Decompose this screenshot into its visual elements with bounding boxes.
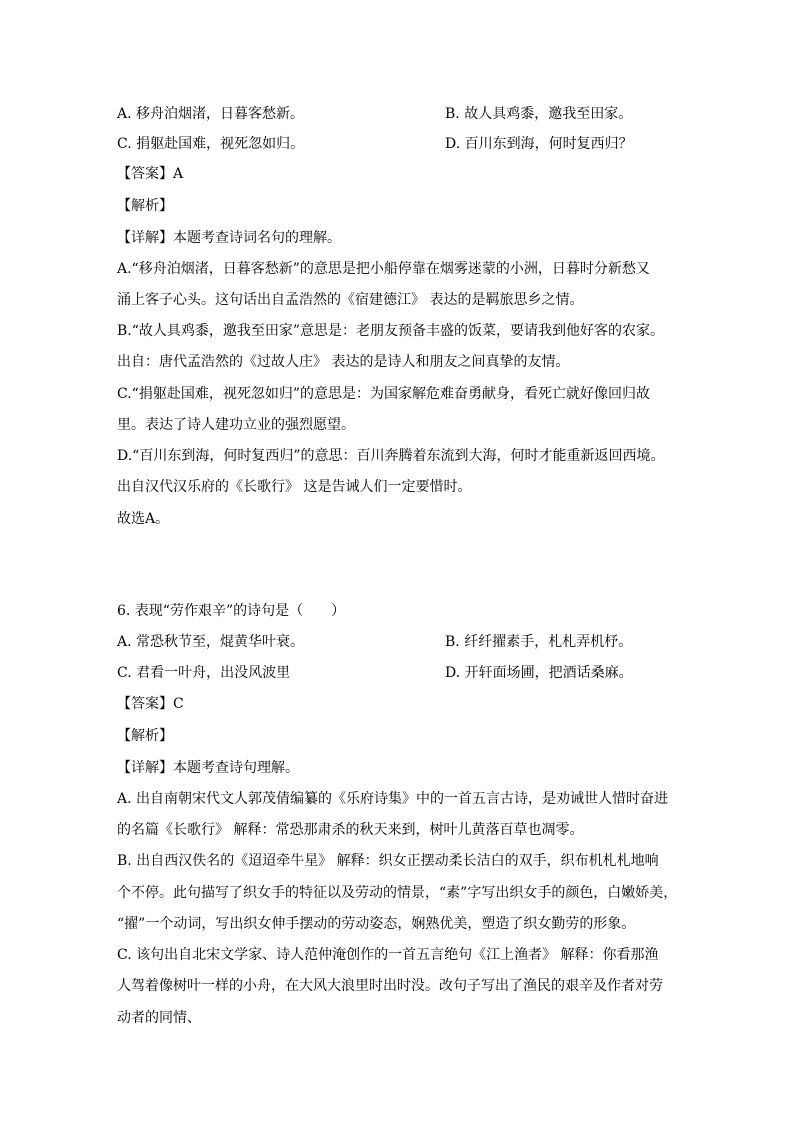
q6-question: 6. 表现“劳作艰辛”的诗句是（ ）	[117, 603, 346, 619]
q6-explain-a-line2: 的名篇《长歌行》 解释：常恐那肃杀的秋天来到，树叶儿黄落百草也凋零。	[117, 822, 584, 838]
q5-option-c: C. 捐躯赴国难，视死忽如归。	[117, 136, 305, 152]
q6-analysis-label: 【解析】	[117, 728, 173, 744]
q5-analysis-label: 【解析】	[117, 198, 173, 214]
q6-option-a: A. 常恐秋节至，焜黄华叶衰。	[117, 634, 305, 650]
q5-conclusion: 故选A。	[117, 511, 170, 527]
q6-explain-b-line3: “擢”一个动词，写出织女伸手摆动的劳动姿态，娴熟优美，塑造了织女勤劳的形象。	[117, 916, 636, 932]
q6-explain-c-line2: 人驾着像树叶一样的小舟，在大风大浪里时出时没。改句子写出了渔民的艰辛及作者对劳	[117, 978, 663, 994]
q6-explain-c-line3: 动者的同情、	[117, 1010, 201, 1026]
q5-option-b: B. 故人具鸡黍，邀我至田家。	[445, 106, 633, 122]
q6-option-c: C. 君看一叶舟，出没风波里	[117, 665, 291, 681]
q5-explain-c-line1: C.“捐躯赴国难，视死忽如归”的意思是：为国家解危难奋勇献身，看死亡就好像回归故	[117, 386, 650, 402]
q5-option-a: A. 移舟泊烟渚，日暮客愁新。	[117, 106, 305, 122]
q5-explain-d-line1: D.“百川东到海，何时复西归”的意思：百川奔腾着东流到大海，何时才能重新返回西境。	[117, 448, 665, 464]
q5-explain-a-line2: 涌上客子心头。这句话出自孟浩然的《宿建德江》 表达的是羁旅思乡之情。	[117, 292, 584, 308]
q6-explain-b-line2: 个不停。此句描写了织女手的特征以及劳动的情景，“素”字写出织女手的颜色，白嫩娇美，	[117, 885, 678, 901]
q6-answer: 【答案】C	[117, 696, 184, 712]
q5-explain-a-line1: A.“移舟泊烟渚，日暮客愁新”的意思是把小船停靠在烟雾迷蒙的小洲，日暮时分新愁又	[117, 261, 650, 277]
q6-explain-b-line1: B. 出自西汉佚名的《迢迢牵牛星》 解释：织女正摆动柔长洁白的双手，织布机札札地响	[117, 853, 659, 869]
q6-detail: 【详解】本题考查诗句理解。	[117, 760, 299, 776]
q5-explain-c-line2: 里。表达了诗人建功立业的强烈愿望。	[117, 417, 355, 433]
q6-explain-a-line1: A. 出自南朝宋代文人郭茂倩编纂的《乐府诗集》中的一首五言古诗，是劝诫世人惜时奋进	[117, 791, 669, 807]
q6-explain-c-line1: C. 该句出自北宋文学家、诗人范仲淹创作的一首五言绝句《江上渔者》 解释：你看那渔	[117, 947, 659, 963]
q6-option-b: B. 纤纤擢素手，札札弄机杼。	[445, 634, 633, 650]
q5-answer: 【答案】A	[117, 166, 184, 182]
q5-detail: 【详解】本题考查诗词名句的理解。	[117, 230, 341, 246]
q5-explain-b-line2: 出自：唐代孟浩然的《过故人庄》 表达的是诗人和朋友之间真挚的友情。	[117, 354, 570, 370]
q5-option-d: D. 百川东到海，何时复西归？	[445, 136, 633, 152]
q6-option-d: D. 开轩面场圃，把酒话桑麻。	[445, 665, 633, 681]
q5-explain-b-line1: B.“故人具鸡黍，邀我至田家”意思是：老朋友预备丰盛的饭菜，要请我到他好客的农家。	[117, 323, 665, 339]
q5-explain-d-line2: 出自汉代汉乐府的《长歌行》 这是告诫人们一定要惜时。	[117, 479, 472, 495]
